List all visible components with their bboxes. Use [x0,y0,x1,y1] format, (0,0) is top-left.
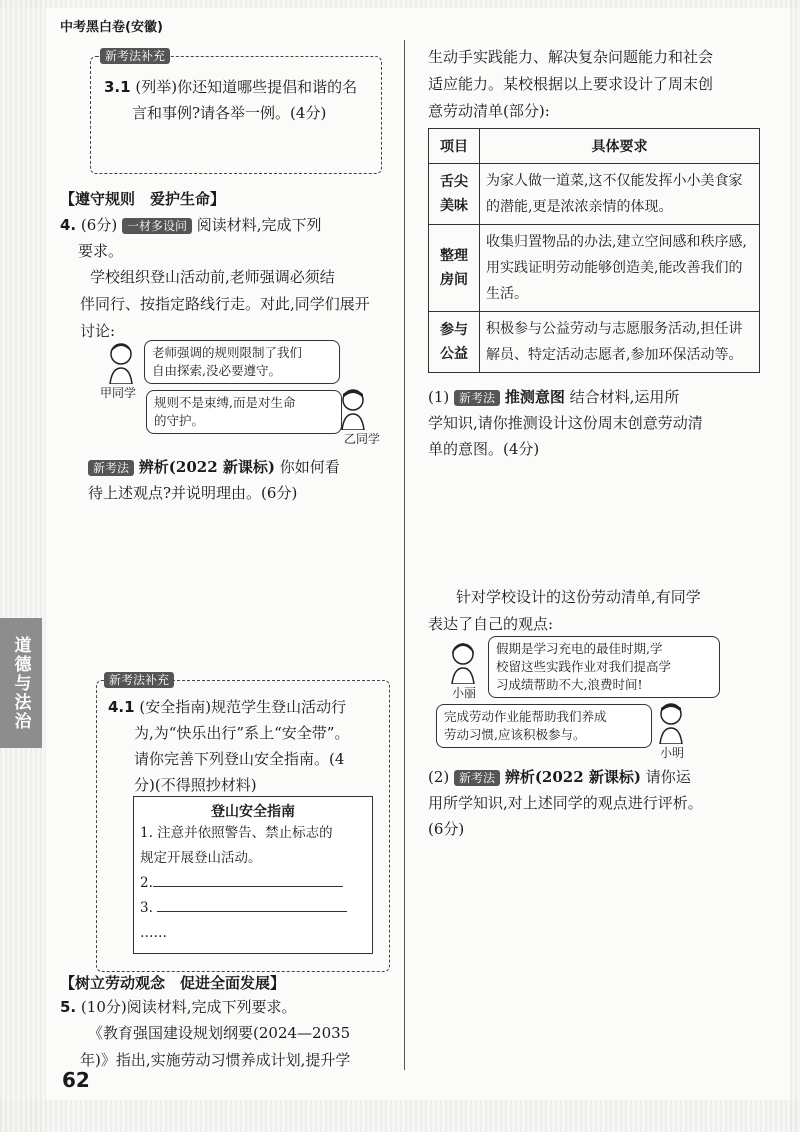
xiaoming-speech [436,704,652,748]
section-title: 【遵守规则 爱护生命】 [60,190,226,208]
sub-question-number: (2) [428,768,450,786]
student-a-figure [104,340,138,384]
table-row [429,312,760,373]
table-item-cell [429,225,480,312]
xiaoming-figure [654,700,688,744]
answer-blank[interactable] [157,897,347,912]
table-header: 项目 [429,129,480,164]
question-text: 分)(不得照抄材料) [134,776,257,794]
guide-item-2[interactable] [134,871,372,896]
question-5-sub-2 [428,764,768,842]
table-item-cell [429,312,480,373]
new-method-supplement-tag: 新考法补充 [104,672,174,688]
question-4-material [60,264,394,345]
question-5-material [60,1020,396,1074]
question-text: 请你完善下列登山安全指南。(4 [134,750,345,768]
left-edge-texture [0,0,46,1132]
item-line: 美味 [440,198,468,214]
header-title: 中考黑白卷(安徽) [60,20,163,35]
material-line: 意劳动清单(部分): [428,102,550,120]
answer-blank[interactable] [153,872,343,887]
sub-question-title: 辨析(2022 新课标) [138,458,275,476]
student-a-label: 甲同学 [100,386,137,400]
new-exam-method-tag: 新考法 [88,460,134,476]
material-line: 《教育强国建设规划纲要(2024—2035 [88,1024,351,1042]
speech-line: 自由探索,没必要遵守。 [152,363,281,378]
material-line: 讨论: [80,322,116,340]
question-number: 4.1 [108,698,135,716]
question-5-sub-1 [428,384,768,462]
question-text: 用所学知识,对上述同学的观点进行评析。 [428,794,703,812]
guide-line: 1. 注意并依照警告、禁止标志的 [140,825,333,841]
question-text: 待上述观点?并说明理由。(6分) [88,484,298,502]
speech-line: 校留这些实践作业对我们提高学 [496,659,672,674]
right-edge-texture [790,0,800,1132]
guide-item-3[interactable] [134,896,372,921]
material-line: 学校组织登山活动前,老师强调必须结 [90,268,335,286]
speech-line: 规则不是束缚,而是对生命 [154,395,296,410]
one-material-multi-question-tag: 一材多设问 [122,218,192,234]
table-item-cell [429,164,480,225]
guide-more: …… [140,925,167,941]
table-header: 具体要求 [480,129,760,164]
question-number: 5. [60,998,77,1016]
column-divider [404,40,405,1070]
material-line: 伴同行、按指定路线行走。对此,同学们展开 [80,295,370,313]
table-row [429,225,760,312]
material-line: 表达了自己的观点: [428,615,554,633]
question-4-sub [88,454,394,506]
section-title: 【树立劳动观念 促进全面发展】 [60,974,286,992]
table-desc-cell: 为家人做一道菜,这不仅能发挥小小美食家的潜能,更是浓浓亲情的体现。 [480,164,760,225]
xiaoli-figure [446,640,480,684]
page-number: 62 [62,1068,90,1092]
table-desc-cell: 积极参与公益劳动与志愿服务活动,担任讲解员、特定活动志愿者,参加环保活动等。 [480,312,760,373]
material-line: 年)》指出,实施劳动习惯养成计划,提升学 [80,1051,351,1069]
table-header-row [429,129,760,164]
new-exam-method-tag: 新考法 [454,390,500,406]
question-text: (列举)你还知道哪些提倡和谐的名 [135,78,358,96]
item-line: 整理 [440,248,468,264]
sub-question-title: 辨析(2022 新课标) [504,768,641,786]
new-exam-method-tag: 新考法 [454,770,500,786]
material-line: 生动手实践能力、解决复杂问题能力和社会 [428,48,714,66]
question-4-1 [108,694,384,798]
sub-question-title: 推测意图 [504,388,565,406]
labor-list-table [428,128,760,373]
guide-number: 3. [140,900,153,916]
question-text: 要求。 [78,242,124,260]
speech-line: 老师强调的规则限制了我们 [152,345,303,360]
guide-number: 2. [140,875,153,891]
question-text: (10分)阅读材料,完成下列要求。 [80,998,297,1016]
bottom-edge-texture [0,1100,800,1132]
guide-line: 规定开展登山活动。 [140,850,262,866]
question-text: 结合材料,运用所 [569,388,680,406]
question-text: 言和事例?请各举一例。(4分) [132,104,327,122]
material-line: 适应能力。某校根据以上要求设计了周末创 [428,75,714,93]
question-4-intro [60,212,390,264]
item-line: 房间 [440,272,468,288]
table-desc-cell: 收集归置物品的办法,建立空间感和秩序感,用实践证明劳动能够创造美,能改善我们的生活。 [480,225,760,312]
xiaoming-label: 小明 [660,746,685,760]
student-b-figure [336,386,370,430]
item-line: 参与 [440,322,468,338]
sub-question-number: (1) [428,388,450,406]
question-5-material-cont [428,44,768,125]
top-edge-texture [0,0,800,8]
guide-item-1 [134,821,372,871]
question-text: 请你运 [645,768,691,786]
item-line: 舌尖 [440,174,468,190]
question-text: (6分) [428,820,465,838]
question-number: 3.1 [104,78,131,96]
question-score: (6分) [80,216,118,234]
student-a-speech [144,340,340,384]
speech-line: 假期是学习充电的最佳时期,学 [496,641,663,656]
question-text: 学知识,请你推测设计这份周末创意劳动清 [428,414,703,432]
student-b-label: 乙同学 [344,432,381,446]
speech-line: 劳动习惯,应该积极参与。 [444,727,586,742]
material-line: 针对学校设计的这份劳动清单,有同学 [456,588,701,606]
question-5-material-2 [428,584,768,638]
question-text: 你如何看 [279,458,340,476]
question-number: 4. [60,216,77,234]
xiaoli-label: 小丽 [452,686,477,700]
new-method-supplement-tag: 新考法补充 [100,48,170,64]
xiaoli-speech [488,636,720,698]
question-text: 阅读材料,完成下列 [196,216,322,234]
item-line: 公益 [440,346,468,362]
speech-line: 习成绩帮助不大,浪费时间! [496,677,643,692]
question-text: (安全指南)规范学生登山活动行 [139,698,347,716]
speech-line: 的守护。 [154,413,205,428]
question-text: 单的意图。(4分) [428,440,540,458]
table-row [429,164,760,225]
speech-line: 完成劳动作业能帮助我们养成 [444,709,607,724]
question-text: 为,为“快乐出行”系上“安全带”。 [134,724,350,742]
guide-title: 登山安全指南 [211,804,295,820]
student-b-speech [146,390,342,434]
question-3-1 [104,74,374,126]
subject-side-tab: 道德与法治 [0,618,42,748]
question-5-intro [60,994,394,1020]
safety-guide-box [133,796,373,954]
